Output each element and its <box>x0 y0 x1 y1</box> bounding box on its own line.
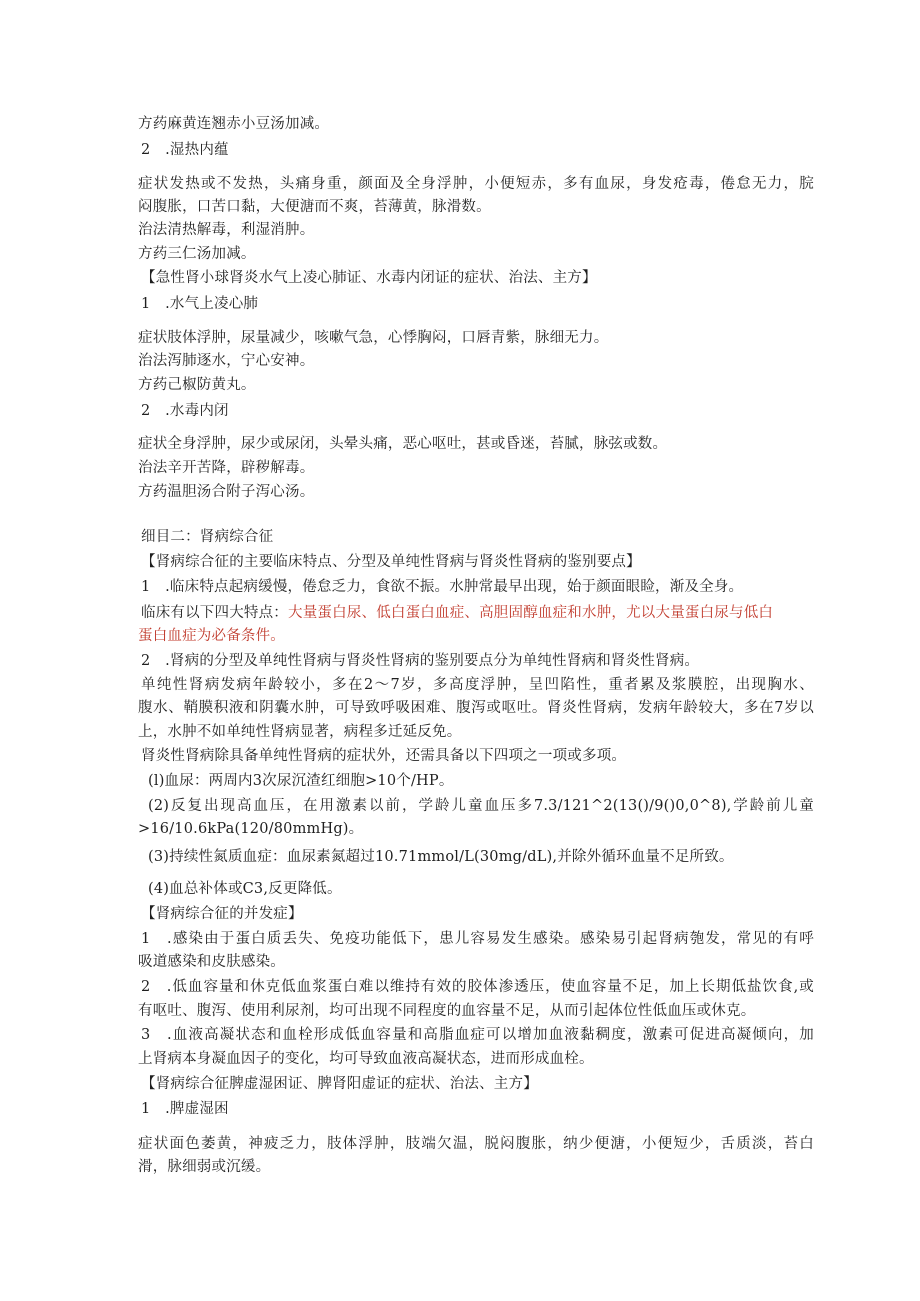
paragraph: 症状发热或不发热，头痛身重，颜面及全身浮肿，小便短赤，多有血尿，身发疮毒，倦怠无力，脘 <box>138 176 814 192</box>
paragraph: 治法辛开苦降，辟秽解毒。 <box>138 460 315 476</box>
paragraph: 症状面色萎黄，神疲乏力，肢体浮肿，肢端欠温，脱闷腹胀，纳少便溏，小便短少，舌质淡，苔白 <box>138 1136 814 1152</box>
paragraph: 2 .低血容量和休克低血浆蛋白难以维持有效的胶体渗透压，使血容量不足，加上长期低盐饮食,或 <box>141 979 814 995</box>
subsection-title: 细目二：肾病综合征 <box>141 529 274 545</box>
paragraph: 有呕吐、腹泻、使用利尿剂，均可出现不同程度的血容量不足，从而引起体位性低血压或休克。 <box>138 1003 756 1019</box>
paragraph: 吸道感染和皮肤感染。 <box>138 954 285 970</box>
paragraph: 症状全身浮肿，尿少或尿闭，头晕头痛，恶心呕吐，甚或昏迷，苔腻，脉弦或数。 <box>138 436 668 452</box>
paragraph: 症状肢体浮肿，尿量减少，咳嗽气急，心悸胸闷，口唇青紫，脉细无力。 <box>138 330 609 346</box>
paragraph: 1 .感染由于蛋白质丢失、免疫功能低下，患儿容易发生感染。感染易引起肾病匏发，常见的有呼 <box>141 931 814 947</box>
highlight-text: 蛋白血症为必备条件。 <box>138 628 285 644</box>
paragraph: 上，水肿不如单纯性肾病显著，病程多迁延反免。 <box>138 724 462 740</box>
paragraph: 上肾病本身凝血因子的变化，均可导致血液高凝状态，进而形成血栓。 <box>138 1051 594 1067</box>
paragraph: 方药三仁汤加减。 <box>138 246 256 262</box>
section-heading: 2 .水毒内闭 <box>141 403 229 419</box>
paragraph: 1 .临床特点起病缓慢，倦怠乏力，食欲不振。水肿常最早出现，始于颜面眼睑，渐及全身。 <box>141 579 744 595</box>
bracket-heading: 【肾病综合征的主要临床特点、分型及单纯性肾病与肾炎性肾病的鉴别要点】 <box>141 554 641 570</box>
paragraph: 方药麻黄连翘赤小豆汤加减。 <box>138 116 330 132</box>
paragraph: 腹水、鞘膜积液和阴囊水肿，可导致呼吸困难、腹泻或呕吐。肾炎性肾病，发病年龄较大，多在7岁以 <box>138 700 814 716</box>
paragraph: 3 .血液高凝状态和血栓形成低血容量和高脂血症可以增加血液黏稠度，激素可促进高凝倾向，加 <box>141 1027 814 1043</box>
paragraph: 闷腹胀，口苦口黏，大便溏而不爽，苔薄黄，脉滑数。 <box>138 199 491 215</box>
section-heading: 1 .脾虚湿困 <box>141 1101 229 1117</box>
list-item: (l)血尿：两周内3次尿沉渣红细胞>10个/HP。 <box>148 773 454 789</box>
highlight-text: 大量蛋白尿、低白蛋白血症、高胆固醇血症和水肿，尤以大量蛋白尿与低白 <box>288 605 774 621</box>
section-heading: 1 .水气上凌心肺 <box>141 296 259 312</box>
paragraph: 滑，脉细弱或沉缓。 <box>138 1159 271 1175</box>
section-heading: 2 .湿热内蕴 <box>141 142 229 158</box>
list-item: (2)反复出现高血压，在用激素以前，学龄儿童血压多7.3/121^2(13()/9()0,0^8),学龄前儿童 <box>148 798 814 814</box>
list-item: (3)持续性氮质血症：血尿素氮超过10.71mmol/L(30mg∕dL),并除外循环血量不足所致。 <box>148 849 734 865</box>
bracket-heading: 【急性肾小球肾炎水气上凌心肺证、水毒内闭证的症状、治法、主方】 <box>141 270 597 286</box>
list-item: (4)血总补体或C3,反更降低。 <box>148 881 342 897</box>
paragraph: 方药温胆汤合附子泻心汤。 <box>138 484 315 500</box>
paragraph: 治法泻肺逐水，宁心安神。 <box>138 353 315 369</box>
bracket-heading: 【肾病综合征的并发症】 <box>141 906 303 922</box>
paragraph: 肾炎性肾病除具备单纯性肾病的症状外，还需具备以下四项之一项或多项。 <box>141 748 627 764</box>
paragraph-lead: 临床有以下四大特点： <box>141 605 288 621</box>
paragraph: 治法清热解毒，利湿消肿。 <box>138 222 315 238</box>
paragraph: 2 .肾病的分型及单纯性肾病与肾炎性肾病的鉴别要点分为单纯性肾病和肾炎性肾病。 <box>141 653 700 669</box>
bracket-heading: 【肾病综合征脾虚湿困证、脾肾阳虚证的症状、治法、主方】 <box>141 1076 538 1092</box>
paragraph: 单纯性肾病发病年龄较小，多在2～7岁，多高度浮肿，呈凹陷性，重者累及浆膜腔，出现胸水、 <box>141 677 814 693</box>
list-item: >16/10.6kPa(120/80mmHg)。 <box>138 821 364 837</box>
paragraph <box>141 604 817 622</box>
paragraph: 方药己椒防黄丸。 <box>138 377 256 393</box>
